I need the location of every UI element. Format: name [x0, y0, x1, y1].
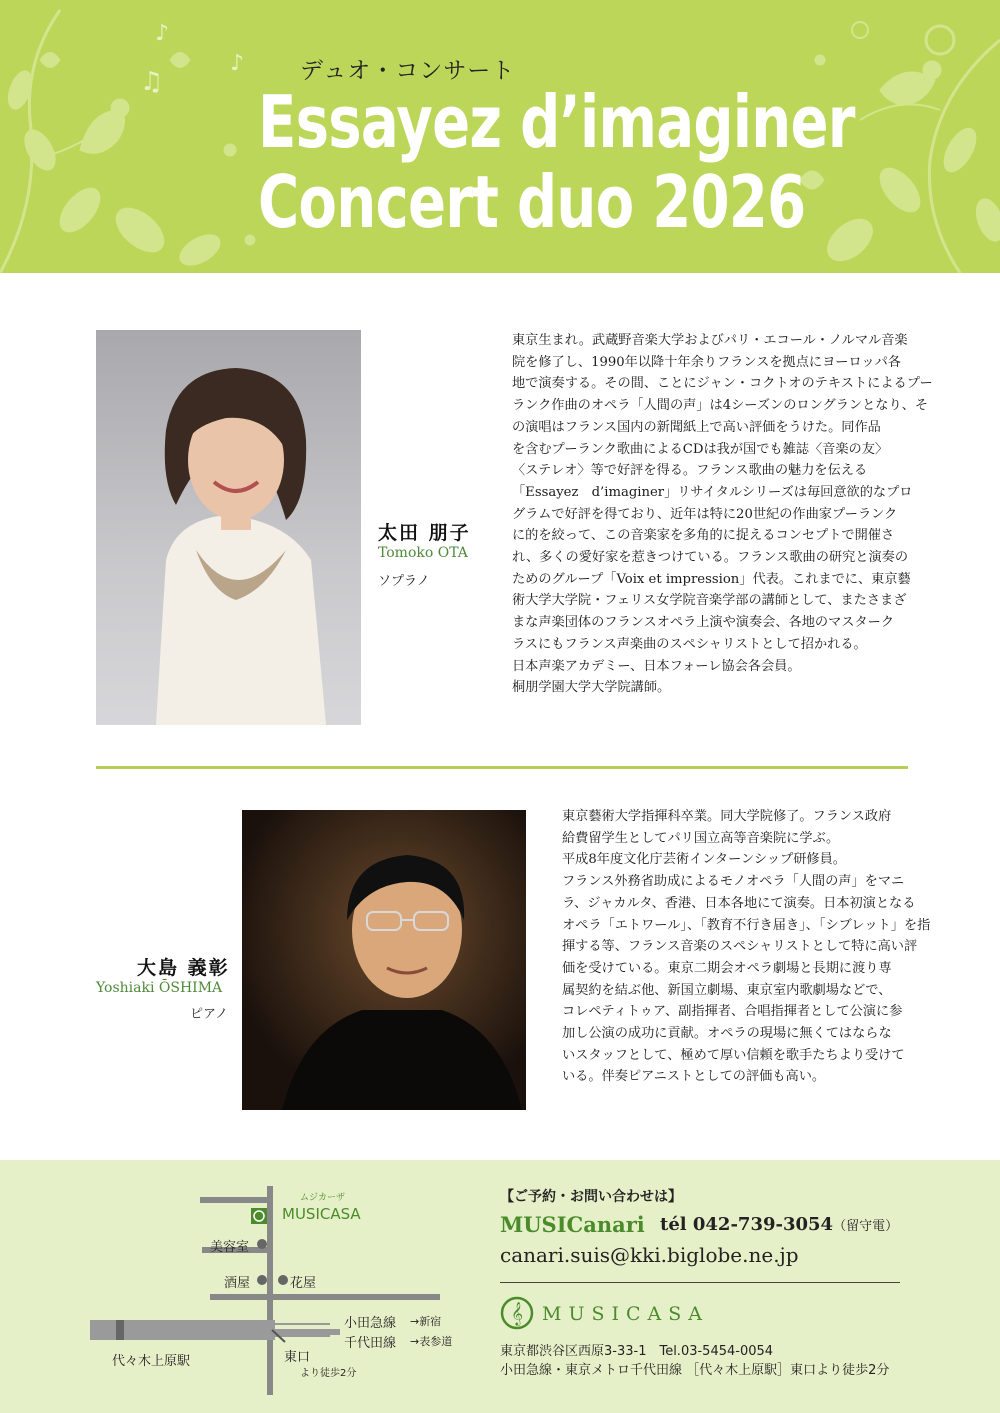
map-landmark-beauty-salon: 美容室 — [210, 1240, 250, 1255]
svg-text:♪: ♪ — [230, 51, 245, 76]
performer2-role: ピアノ — [190, 1007, 228, 1022]
svg-text:♫: ♫ — [140, 67, 164, 97]
performer2-photo — [242, 810, 526, 1110]
map-line-odakyu: 小田急線 — [344, 1316, 397, 1331]
bio-line: フランス外務省助成によるモノオペラ「人間の声」をマニ — [562, 874, 905, 890]
bio-line: を含むプーランク歌曲によるCDは我が国でも雑誌〈音楽の友〉 — [512, 441, 889, 457]
contact-tel — [660, 1214, 898, 1235]
bio-line: グラムで好評を得ており、近年は特に20世紀の作曲家プーランク — [512, 506, 898, 522]
bio-line: の演唱はフランス国内の新聞紙上で高い評価をうけた。同作品 — [512, 419, 881, 435]
venue-name: MUSICASA — [542, 1303, 709, 1325]
venue-access: 小田急線・東京メトロ千代田線 ［代々木上原駅］東口より徒歩2分 — [500, 1363, 890, 1378]
map-landmark-liquor-store: 酒屋 — [224, 1276, 251, 1291]
bio-line: 術大学大学院・フェリス女学院音楽学部の講師として、またさまざ — [512, 593, 907, 609]
bio-line: 日本声楽アカデミー、日本フォーレ協会各会員。 — [512, 658, 801, 674]
performer2-bio — [562, 806, 930, 1088]
bio-line: ラスにもフランス声楽曲のスペシャリストとして招かれる。 — [512, 636, 867, 652]
bio-line: 東京生まれ。武蔵野音楽大学およびパリ・エコール・ノルマル音楽 — [512, 333, 908, 348]
map-line-chiyoda: 千代田線 — [344, 1336, 397, 1351]
contact-heading: 【ご予約・お問い合わせは】 — [500, 1189, 682, 1205]
bio-line: 東京藝術大学指揮科卒業。同大学院修了。フランス政府 — [562, 809, 892, 824]
organizer-brand: MUSICanari — [500, 1212, 645, 1237]
contact-tel-number: tél 042-739-3054 — [660, 1214, 834, 1235]
bio-line: 給費留学生としてパリ国立高等音楽院に学ぶ。 — [562, 830, 840, 846]
svg-text:𝄞: 𝄞 — [511, 1301, 523, 1325]
bio-line: 院を修了し、1990年以降十年余りフランスを拠点にヨーロッパ各 — [512, 354, 901, 370]
bio-line: 桐朋学園大学大学院講師。 — [512, 680, 671, 696]
bio-line: 平成8年度文化庁芸術インターンシップ研修員。 — [562, 852, 846, 868]
map-station: 代々木上原駅 — [112, 1354, 191, 1369]
contact-email[interactable]: canari.suis@kki.biglobe.ne.jp — [500, 1243, 799, 1267]
bio-line: れ、多くの愛好家を惹きつけている。フランス歌曲の研究と演奏の — [512, 550, 909, 566]
musicasa-logo-icon — [500, 1296, 534, 1330]
performer1-role: ソプラノ — [378, 574, 430, 589]
contact-tel-note: （留守電） — [833, 1219, 899, 1234]
concert-title-line2: Concert duo 2026 — [258, 160, 806, 244]
bio-line: 揮する等、フランス音楽のスペシャリストとして特に高い評 — [562, 939, 918, 955]
map-venue-kana: ムジカーザ — [300, 1193, 346, 1203]
bio-line: ためのグループ「Voix et impression」代表。これまでに、東京藝 — [512, 571, 911, 587]
map-walk: より徒歩2分 — [300, 1368, 357, 1379]
concert-title-line1: Essayez d’imaginer — [258, 80, 855, 164]
bio-line: まな声楽団体のフランスオペラ上演や演奏会、各地のマスターク — [512, 615, 895, 631]
bio-line: ラ、ジャカルタ、香港、日本各地にて演奏。日本初演となる — [562, 895, 916, 911]
header-banner — [0, 0, 1000, 273]
bio-line: いスタッフとして、極めて厚い信頼を歌手たちより受けて — [562, 1047, 905, 1063]
map-exit: 東口 — [284, 1350, 311, 1365]
bio-line: ランク作曲のオペラ「人間の声」は4シーズンのロングランとなり、そ — [512, 398, 929, 414]
svg-text:♪: ♪ — [155, 21, 170, 46]
map-landmark-florist: 花屋 — [290, 1276, 317, 1291]
performer1-name-en: Tomoko OTA — [378, 545, 468, 561]
bio-line: いる。伴奏ピアニストとしての評価も高い。 — [562, 1069, 826, 1085]
footer-divider — [500, 1282, 900, 1283]
bio-line: に的を絞って、この音楽家を多角的に捉えるコンセプトで開催さ — [512, 528, 895, 544]
map-line-chiyoda-direction: →表参道 — [410, 1335, 453, 1348]
bio-line: 加し公演の成功に貢献。オペラの現場に無くてはならな — [562, 1026, 892, 1042]
bio-line: 価を受けている。東京二期会オペラ劇場と長期に渡り専 — [562, 960, 892, 976]
performer1-name-ja: 太田 朋子 — [378, 522, 471, 544]
section-divider — [96, 766, 908, 769]
bio-line: コレペティトゥア、副指揮者、合唱指揮者として公演に参 — [562, 1004, 903, 1020]
performer2-name-ja: 大島 義彰 — [137, 957, 230, 979]
bio-line: 「Essayez d’imaginer」リサイタルシリーズは毎回意欲的なプロ — [512, 484, 913, 500]
bio-line: 〈ステレオ〉等で好評を得る。フランス歌曲の魅力を伝える — [512, 463, 868, 479]
venue-address: 東京都渋谷区西原3-33-1 Tel.03-5454-0054 — [500, 1344, 774, 1359]
concert-subtitle: デュオ・コンサート — [300, 58, 516, 84]
bio-line: オペラ「エトワール」、「教育不行き届き」、「シブレット」を指 — [562, 917, 931, 933]
map-venue-name: MUSICASA — [282, 1205, 361, 1223]
bio-line: 属契約を結ぶ他、新国立劇場、東京室内歌劇場などで、 — [562, 982, 892, 998]
map-line-odakyu-direction: →新宿 — [410, 1315, 442, 1328]
performer2-name-en: Yoshiaki ŌSHIMA — [96, 980, 223, 996]
performer1-bio — [512, 330, 933, 699]
performer1-photo — [96, 330, 361, 725]
bio-line: 地で演奏する。その間、ことにジャン・コクトオのテキストによるプー — [512, 376, 933, 392]
